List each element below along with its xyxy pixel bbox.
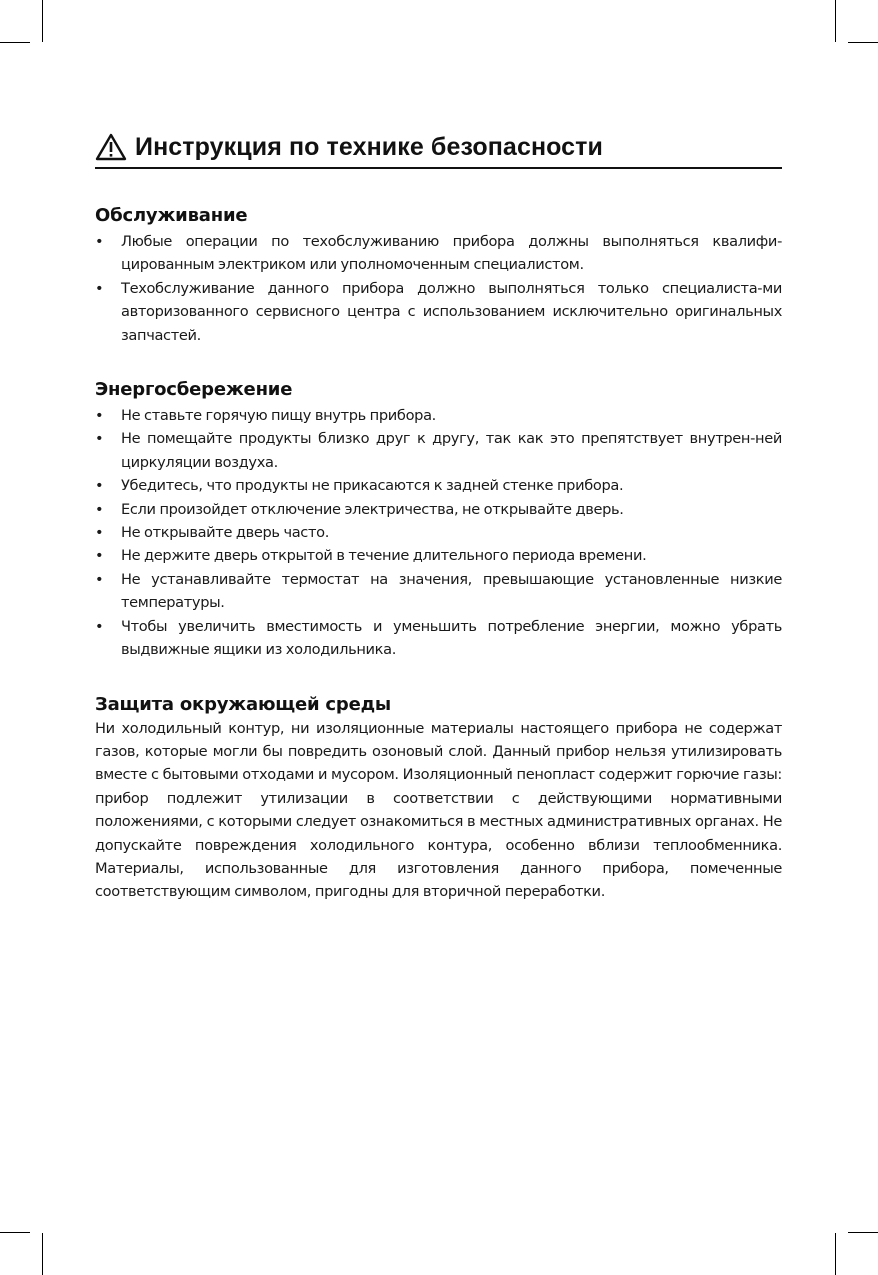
- list-item: • Любые операции по техобслуживанию прибора должны выполняться квалифи-цированным электриком или уполномоченным специалистом.: [95, 230, 782, 277]
- list-item: • Не помещайте продукты близко друг к другу, так как это препятствует внутрен-ней циркуляции воздуха.: [95, 427, 782, 474]
- crop-mark-top-right-vertical: [835, 0, 836, 42]
- list-item: • Не устанавливайте термостат на значения, превышающие установленные низкие температуры.: [95, 568, 782, 615]
- section-title-environment: Защита окружающей среды: [95, 693, 392, 715]
- bullet-icon: •: [95, 570, 104, 588]
- list-item: • Техобслуживание данного прибора должно выполняться только специалиста-ми авторизованного сервисного центра с использованием исключительно оригинальных запчастей.: [95, 277, 782, 347]
- crop-mark-top-left-vertical: [42, 0, 43, 42]
- bullet-icon: •: [95, 430, 104, 448]
- bullet-icon: •: [95, 547, 104, 565]
- crop-mark-bottom-right-vertical: [835, 1233, 836, 1275]
- crop-mark-bottom-left-vertical: [42, 1233, 43, 1275]
- list-item: • Не держите дверь открытой в течение длительного периода времени.: [95, 544, 782, 567]
- page-header: [95, 128, 782, 166]
- bullet-icon: •: [95, 477, 104, 495]
- list-item: • Не ставьте горячую пищу внутрь прибора.: [95, 404, 782, 427]
- bullet-icon: •: [95, 279, 104, 297]
- crop-mark-bottom-right-horizontal: [848, 1232, 878, 1233]
- crop-mark-bottom-left-horizontal: [0, 1232, 30, 1233]
- bullet-icon: •: [95, 407, 104, 425]
- list-item: • Чтобы увеличить вместимость и уменьшить потребление энергии, можно убрать выдвижные ящики из холодильника.: [95, 615, 782, 662]
- maintenance-list: [95, 230, 782, 347]
- crop-mark-top-right-horizontal: [848, 42, 878, 43]
- warning-triangle-icon: [95, 132, 127, 162]
- bullet-icon: •: [95, 233, 104, 250]
- list-item: • Не открывайте дверь часто.: [95, 521, 782, 544]
- environment-paragraph: Ни холодильный контур, ни изоляционные материалы настоящего прибора не содержат газов, которые могли бы повредить озоновый слой. Данный прибор нельзя утилизировать вместе с бытовыми отходами и мусором. Изоляционный пенопласт содержит горючие газы: прибор подлежит утилизации в соответствии с действующими нормативными положениями, с которыми следует ознакомиться в местных административных органах. Не допускайте повреждения холодильного контура, особенно вблизи теплообменника. Материалы, использованные для изготовления данного прибора, помеченные соответствующим символом, пригодны для вторичной переработки.: [95, 719, 782, 901]
- crop-mark-top-left-horizontal: [0, 42, 30, 43]
- document-content: [95, 128, 782, 904]
- bullet-icon: •: [95, 617, 104, 635]
- section-title-maintenance: Обслуживание: [95, 205, 248, 226]
- list-item: • Если произойдет отключение электричества, не открывайте дверь.: [95, 498, 782, 521]
- page-title: Инструкция по технике безопасности: [135, 132, 603, 161]
- bullet-icon: •: [95, 500, 104, 518]
- section-title-energy-saving: Энергосбережение: [95, 379, 293, 401]
- list-item: • Убедитесь, что продукты не прикасаются к задней стенке прибора.: [95, 474, 782, 497]
- energy-saving-list: [95, 404, 782, 661]
- title-divider: [95, 167, 782, 169]
- bullet-icon: •: [95, 524, 104, 542]
